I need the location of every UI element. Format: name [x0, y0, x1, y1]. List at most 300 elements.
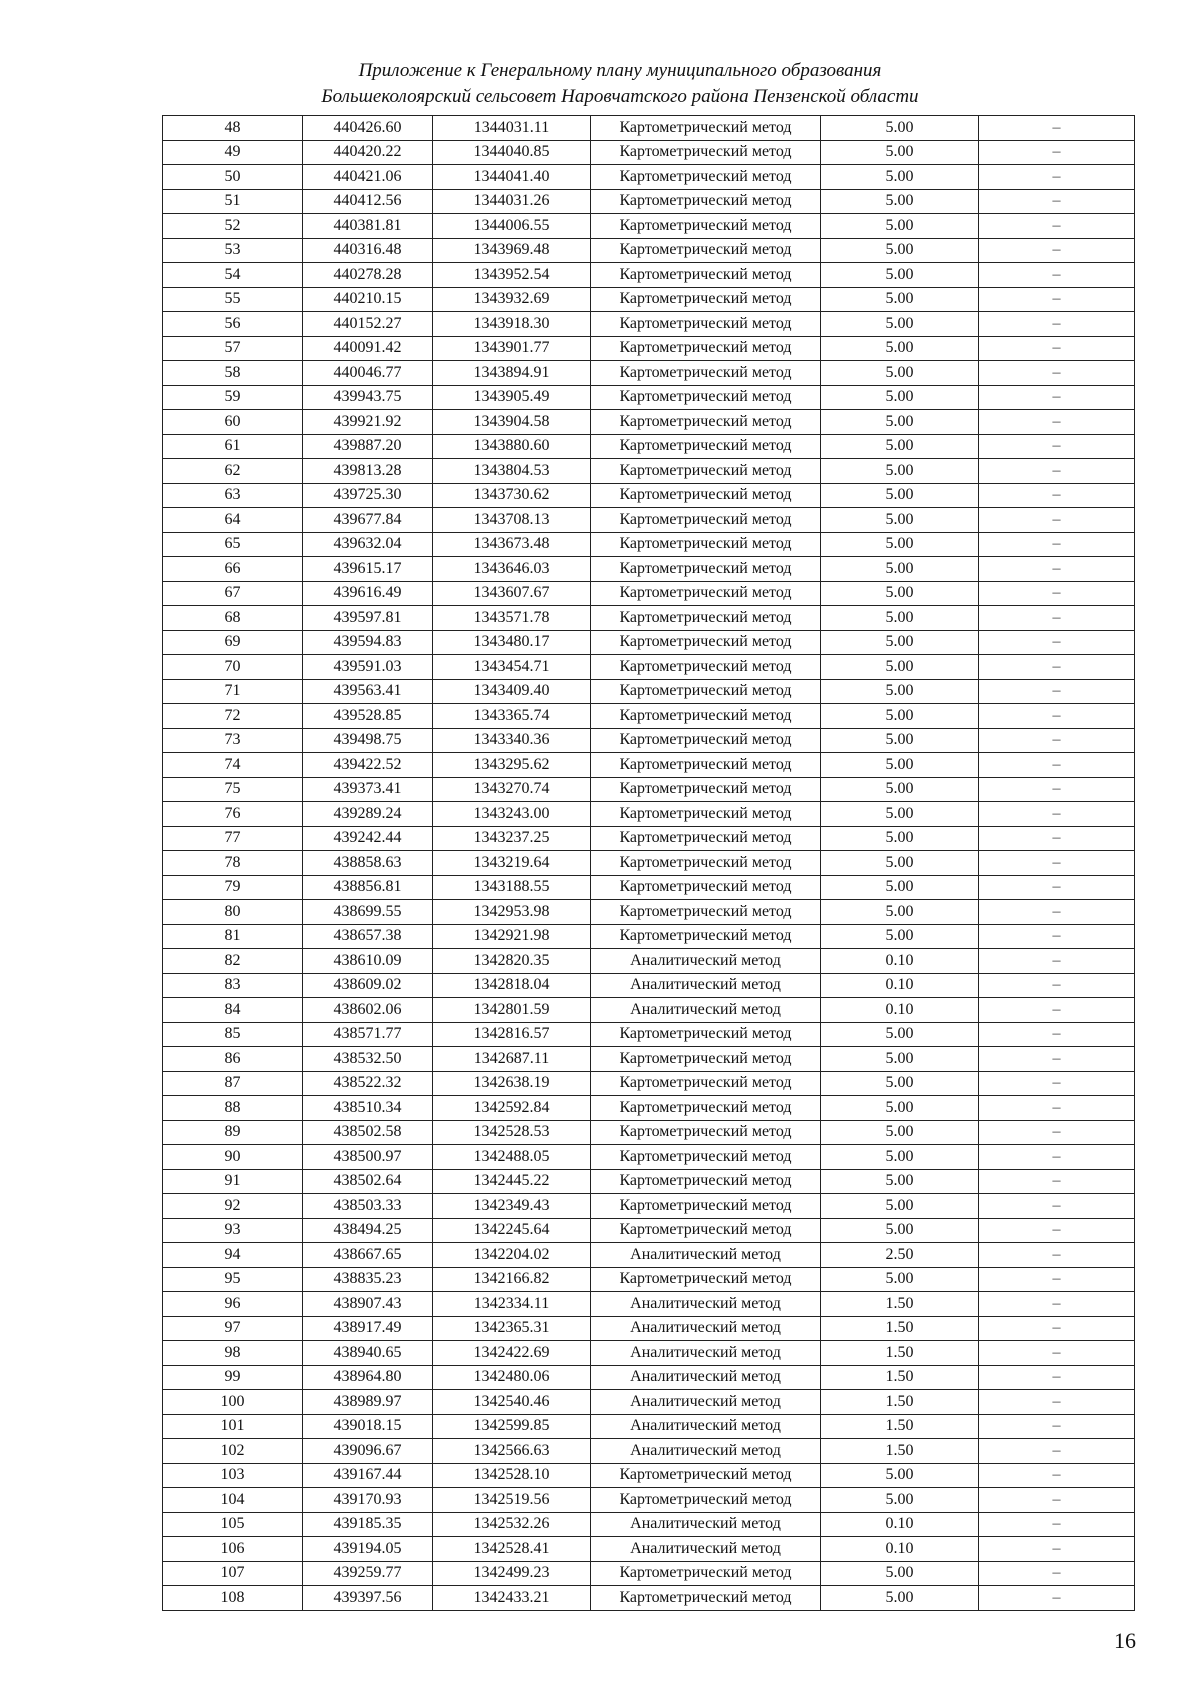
method-cell: Картометрический метод [591, 434, 821, 459]
note-cell: – [979, 1145, 1135, 1170]
y-coordinate-cell: 1343270.74 [433, 777, 591, 802]
note-cell: – [979, 361, 1135, 386]
x-coordinate-cell: 439170.93 [303, 1488, 433, 1513]
method-cell: Аналитический метод [591, 1243, 821, 1268]
accuracy-cell: 5.00 [821, 1047, 979, 1072]
point-number-cell: 88 [163, 1096, 303, 1121]
y-coordinate-cell: 1342818.04 [433, 973, 591, 998]
accuracy-cell: 1.50 [821, 1414, 979, 1439]
x-coordinate-cell: 438917.49 [303, 1316, 433, 1341]
table-row [163, 1463, 1135, 1488]
point-number-cell: 94 [163, 1243, 303, 1268]
x-coordinate-cell: 438502.64 [303, 1169, 433, 1194]
table-row [163, 1316, 1135, 1341]
y-coordinate-cell: 1343243.00 [433, 802, 591, 827]
note-cell: – [979, 1292, 1135, 1317]
method-cell: Аналитический метод [591, 1512, 821, 1537]
point-number-cell: 74 [163, 753, 303, 778]
note-cell: – [979, 263, 1135, 288]
accuracy-cell: 5.00 [821, 287, 979, 312]
accuracy-cell: 5.00 [821, 802, 979, 827]
note-cell: – [979, 1096, 1135, 1121]
point-number-cell: 96 [163, 1292, 303, 1317]
accuracy-cell: 5.00 [821, 238, 979, 263]
table-row [163, 410, 1135, 435]
point-number-cell: 78 [163, 851, 303, 876]
table-row [163, 826, 1135, 851]
x-coordinate-cell: 439096.67 [303, 1439, 433, 1464]
accuracy-cell: 5.00 [821, 900, 979, 925]
point-number-cell: 54 [163, 263, 303, 288]
document-header [0, 58, 1200, 110]
method-cell: Картометрический метод [591, 630, 821, 655]
note-cell: – [979, 777, 1135, 802]
method-cell: Картометрический метод [591, 1047, 821, 1072]
x-coordinate-cell: 438532.50 [303, 1047, 433, 1072]
method-cell: Аналитический метод [591, 1292, 821, 1317]
y-coordinate-cell: 1342528.41 [433, 1537, 591, 1562]
y-coordinate-cell: 1343409.40 [433, 679, 591, 704]
method-cell: Аналитический метод [591, 1414, 821, 1439]
coordinates-table [162, 115, 1135, 1611]
accuracy-cell: 5.00 [821, 557, 979, 582]
table-row [163, 1292, 1135, 1317]
table-row [163, 1586, 1135, 1611]
y-coordinate-cell: 1343646.03 [433, 557, 591, 582]
point-number-cell: 51 [163, 189, 303, 214]
method-cell: Картометрический метод [591, 459, 821, 484]
coordinates-table-body [163, 116, 1135, 1611]
x-coordinate-cell: 438667.65 [303, 1243, 433, 1268]
y-coordinate-cell: 1343188.55 [433, 875, 591, 900]
point-number-cell: 92 [163, 1194, 303, 1219]
note-cell: – [979, 630, 1135, 655]
table-row [163, 1145, 1135, 1170]
accuracy-cell: 5.00 [821, 1022, 979, 1047]
y-coordinate-cell: 1342532.26 [433, 1512, 591, 1537]
point-number-cell: 50 [163, 165, 303, 190]
accuracy-cell: 0.10 [821, 1537, 979, 1562]
table-row [163, 1439, 1135, 1464]
note-cell: – [979, 1586, 1135, 1611]
y-coordinate-cell: 1342801.59 [433, 998, 591, 1023]
table-row [163, 1390, 1135, 1415]
note-cell: – [979, 1316, 1135, 1341]
y-coordinate-cell: 1342349.43 [433, 1194, 591, 1219]
point-number-cell: 73 [163, 728, 303, 753]
method-cell: Картометрический метод [591, 924, 821, 949]
point-number-cell: 83 [163, 973, 303, 998]
x-coordinate-cell: 440316.48 [303, 238, 433, 263]
table-row [163, 287, 1135, 312]
y-coordinate-cell: 1342528.53 [433, 1120, 591, 1145]
x-coordinate-cell: 440210.15 [303, 287, 433, 312]
accuracy-cell: 5.00 [821, 1586, 979, 1611]
x-coordinate-cell: 438610.09 [303, 949, 433, 974]
y-coordinate-cell: 1342499.23 [433, 1561, 591, 1586]
note-cell: – [979, 581, 1135, 606]
x-coordinate-cell: 440278.28 [303, 263, 433, 288]
y-coordinate-cell: 1344031.11 [433, 116, 591, 141]
note-cell: – [979, 949, 1135, 974]
accuracy-cell: 5.00 [821, 753, 979, 778]
point-number-cell: 101 [163, 1414, 303, 1439]
method-cell: Картометрический метод [591, 1218, 821, 1243]
y-coordinate-cell: 1343730.62 [433, 483, 591, 508]
y-coordinate-cell: 1343901.77 [433, 336, 591, 361]
point-number-cell: 71 [163, 679, 303, 704]
accuracy-cell: 5.00 [821, 1267, 979, 1292]
x-coordinate-cell: 439591.03 [303, 655, 433, 680]
point-number-cell: 90 [163, 1145, 303, 1170]
table-row [163, 557, 1135, 582]
point-number-cell: 85 [163, 1022, 303, 1047]
x-coordinate-cell: 438964.80 [303, 1365, 433, 1390]
method-cell: Картометрический метод [591, 1096, 821, 1121]
accuracy-cell: 0.10 [821, 973, 979, 998]
x-coordinate-cell: 439632.04 [303, 532, 433, 557]
y-coordinate-cell: 1343894.91 [433, 361, 591, 386]
method-cell: Аналитический метод [591, 998, 821, 1023]
x-coordinate-cell: 439813.28 [303, 459, 433, 484]
accuracy-cell: 5.00 [821, 532, 979, 557]
method-cell: Картометрический метод [591, 1267, 821, 1292]
x-coordinate-cell: 438510.34 [303, 1096, 433, 1121]
x-coordinate-cell: 439373.41 [303, 777, 433, 802]
y-coordinate-cell: 1342166.82 [433, 1267, 591, 1292]
method-cell: Аналитический метод [591, 1439, 821, 1464]
note-cell: – [979, 1414, 1135, 1439]
method-cell: Картометрический метод [591, 704, 821, 729]
accuracy-cell: 0.10 [821, 998, 979, 1023]
y-coordinate-cell: 1342528.10 [433, 1463, 591, 1488]
y-coordinate-cell: 1344040.85 [433, 140, 591, 165]
x-coordinate-cell: 438835.23 [303, 1267, 433, 1292]
note-cell: – [979, 410, 1135, 435]
note-cell: – [979, 1194, 1135, 1219]
table-row [163, 1561, 1135, 1586]
x-coordinate-cell: 438699.55 [303, 900, 433, 925]
note-cell: – [979, 826, 1135, 851]
table-row [163, 214, 1135, 239]
note-cell: – [979, 214, 1135, 239]
point-number-cell: 99 [163, 1365, 303, 1390]
table-row [163, 1194, 1135, 1219]
table-row [163, 1047, 1135, 1072]
method-cell: Картометрический метод [591, 532, 821, 557]
point-number-cell: 53 [163, 238, 303, 263]
y-coordinate-cell: 1343365.74 [433, 704, 591, 729]
y-coordinate-cell: 1343237.25 [433, 826, 591, 851]
point-number-cell: 69 [163, 630, 303, 655]
method-cell: Картометрический метод [591, 1488, 821, 1513]
accuracy-cell: 5.00 [821, 1218, 979, 1243]
table-row [163, 753, 1135, 778]
method-cell: Картометрический метод [591, 336, 821, 361]
point-number-cell: 108 [163, 1586, 303, 1611]
point-number-cell: 76 [163, 802, 303, 827]
table-row [163, 655, 1135, 680]
point-number-cell: 66 [163, 557, 303, 582]
point-number-cell: 84 [163, 998, 303, 1023]
note-cell: – [979, 900, 1135, 925]
accuracy-cell: 5.00 [821, 336, 979, 361]
note-cell: – [979, 287, 1135, 312]
table-row [163, 1341, 1135, 1366]
x-coordinate-cell: 440152.27 [303, 312, 433, 337]
accuracy-cell: 5.00 [821, 679, 979, 704]
point-number-cell: 65 [163, 532, 303, 557]
x-coordinate-cell: 439615.17 [303, 557, 433, 582]
y-coordinate-cell: 1342599.85 [433, 1414, 591, 1439]
method-cell: Картометрический метод [591, 410, 821, 435]
note-cell: – [979, 483, 1135, 508]
note-cell: – [979, 655, 1135, 680]
y-coordinate-cell: 1342820.35 [433, 949, 591, 974]
method-cell: Аналитический метод [591, 1537, 821, 1562]
y-coordinate-cell: 1343219.64 [433, 851, 591, 876]
table-row [163, 1169, 1135, 1194]
x-coordinate-cell: 438503.33 [303, 1194, 433, 1219]
accuracy-cell: 5.00 [821, 483, 979, 508]
table-row [163, 1488, 1135, 1513]
note-cell: – [979, 1488, 1135, 1513]
x-coordinate-cell: 439528.85 [303, 704, 433, 729]
point-number-cell: 95 [163, 1267, 303, 1292]
accuracy-cell: 5.00 [821, 1120, 979, 1145]
method-cell: Аналитический метод [591, 1341, 821, 1366]
x-coordinate-cell: 439289.24 [303, 802, 433, 827]
note-cell: – [979, 116, 1135, 141]
y-coordinate-cell: 1342445.22 [433, 1169, 591, 1194]
table-row [163, 532, 1135, 557]
note-cell: – [979, 385, 1135, 410]
table-row [163, 777, 1135, 802]
accuracy-cell: 5.00 [821, 410, 979, 435]
y-coordinate-cell: 1343804.53 [433, 459, 591, 484]
y-coordinate-cell: 1342687.11 [433, 1047, 591, 1072]
y-coordinate-cell: 1342365.31 [433, 1316, 591, 1341]
y-coordinate-cell: 1342334.11 [433, 1292, 591, 1317]
x-coordinate-cell: 440421.06 [303, 165, 433, 190]
x-coordinate-cell: 438609.02 [303, 973, 433, 998]
table-row [163, 581, 1135, 606]
accuracy-cell: 5.00 [821, 728, 979, 753]
accuracy-cell: 5.00 [821, 385, 979, 410]
note-cell: – [979, 679, 1135, 704]
accuracy-cell: 5.00 [821, 1169, 979, 1194]
accuracy-cell: 5.00 [821, 581, 979, 606]
accuracy-cell: 5.00 [821, 851, 979, 876]
y-coordinate-cell: 1343904.58 [433, 410, 591, 435]
accuracy-cell: 1.50 [821, 1390, 979, 1415]
accuracy-cell: 5.00 [821, 1194, 979, 1219]
note-cell: – [979, 973, 1135, 998]
note-cell: – [979, 238, 1135, 263]
x-coordinate-cell: 440381.81 [303, 214, 433, 239]
point-number-cell: 106 [163, 1537, 303, 1562]
header-line-1: Приложение к Генеральному плану муниципального образования [358, 60, 882, 81]
table-row [163, 1512, 1135, 1537]
note-cell: – [979, 1169, 1135, 1194]
table-row [163, 704, 1135, 729]
x-coordinate-cell: 439018.15 [303, 1414, 433, 1439]
point-number-cell: 102 [163, 1439, 303, 1464]
y-coordinate-cell: 1344041.40 [433, 165, 591, 190]
method-cell: Аналитический метод [591, 1316, 821, 1341]
x-coordinate-cell: 440412.56 [303, 189, 433, 214]
method-cell: Картометрический метод [591, 140, 821, 165]
y-coordinate-cell: 1342921.98 [433, 924, 591, 949]
method-cell: Картометрический метод [591, 1463, 821, 1488]
y-coordinate-cell: 1343454.71 [433, 655, 591, 680]
y-coordinate-cell: 1344031.26 [433, 189, 591, 214]
y-coordinate-cell: 1343673.48 [433, 532, 591, 557]
y-coordinate-cell: 1343969.48 [433, 238, 591, 263]
note-cell: – [979, 1022, 1135, 1047]
y-coordinate-cell: 1342519.56 [433, 1488, 591, 1513]
method-cell: Картометрический метод [591, 287, 821, 312]
point-number-cell: 79 [163, 875, 303, 900]
x-coordinate-cell: 439185.35 [303, 1512, 433, 1537]
accuracy-cell: 2.50 [821, 1243, 979, 1268]
note-cell: – [979, 875, 1135, 900]
note-cell: – [979, 189, 1135, 214]
x-coordinate-cell: 438571.77 [303, 1022, 433, 1047]
accuracy-cell: 1.50 [821, 1316, 979, 1341]
y-coordinate-cell: 1342422.69 [433, 1341, 591, 1366]
x-coordinate-cell: 439194.05 [303, 1537, 433, 1562]
note-cell: – [979, 1439, 1135, 1464]
accuracy-cell: 0.10 [821, 1512, 979, 1537]
point-number-cell: 70 [163, 655, 303, 680]
point-number-cell: 55 [163, 287, 303, 312]
method-cell: Аналитический метод [591, 949, 821, 974]
method-cell: Картометрический метод [591, 1586, 821, 1611]
table-row [163, 483, 1135, 508]
note-cell: – [979, 312, 1135, 337]
point-number-cell: 103 [163, 1463, 303, 1488]
x-coordinate-cell: 439616.49 [303, 581, 433, 606]
note-cell: – [979, 1267, 1135, 1292]
accuracy-cell: 5.00 [821, 704, 979, 729]
y-coordinate-cell: 1343708.13 [433, 508, 591, 533]
y-coordinate-cell: 1342245.64 [433, 1218, 591, 1243]
note-cell: – [979, 802, 1135, 827]
point-number-cell: 100 [163, 1390, 303, 1415]
method-cell: Картометрический метод [591, 679, 821, 704]
note-cell: – [979, 557, 1135, 582]
x-coordinate-cell: 438940.65 [303, 1341, 433, 1366]
accuracy-cell: 5.00 [821, 655, 979, 680]
x-coordinate-cell: 438522.32 [303, 1071, 433, 1096]
table-row [163, 900, 1135, 925]
note-cell: – [979, 140, 1135, 165]
accuracy-cell: 5.00 [821, 606, 979, 631]
table-row [163, 606, 1135, 631]
x-coordinate-cell: 440046.77 [303, 361, 433, 386]
method-cell: Картометрический метод [591, 508, 821, 533]
note-cell: – [979, 459, 1135, 484]
x-coordinate-cell: 440426.60 [303, 116, 433, 141]
accuracy-cell: 5.00 [821, 1071, 979, 1096]
method-cell: Картометрический метод [591, 214, 821, 239]
accuracy-cell: 1.50 [821, 1341, 979, 1366]
method-cell: Картометрический метод [591, 557, 821, 582]
x-coordinate-cell: 439597.81 [303, 606, 433, 631]
point-number-cell: 67 [163, 581, 303, 606]
y-coordinate-cell: 1342433.21 [433, 1586, 591, 1611]
table-row [163, 116, 1135, 141]
table-row [163, 973, 1135, 998]
method-cell: Картометрический метод [591, 606, 821, 631]
method-cell: Картометрический метод [591, 851, 821, 876]
method-cell: Картометрический метод [591, 238, 821, 263]
method-cell: Картометрический метод [591, 165, 821, 190]
point-number-cell: 77 [163, 826, 303, 851]
x-coordinate-cell: 439921.92 [303, 410, 433, 435]
accuracy-cell: 5.00 [821, 434, 979, 459]
x-coordinate-cell: 439725.30 [303, 483, 433, 508]
point-number-cell: 86 [163, 1047, 303, 1072]
note-cell: – [979, 434, 1135, 459]
table-row [163, 263, 1135, 288]
accuracy-cell: 5.00 [821, 361, 979, 386]
note-cell: – [979, 728, 1135, 753]
y-coordinate-cell: 1342540.46 [433, 1390, 591, 1415]
method-cell: Картометрический метод [591, 263, 821, 288]
note-cell: – [979, 1047, 1135, 1072]
method-cell: Аналитический метод [591, 1365, 821, 1390]
accuracy-cell: 0.10 [821, 949, 979, 974]
accuracy-cell: 5.00 [821, 459, 979, 484]
table-row [163, 802, 1135, 827]
accuracy-cell: 1.50 [821, 1439, 979, 1464]
point-number-cell: 72 [163, 704, 303, 729]
accuracy-cell: 5.00 [821, 140, 979, 165]
point-number-cell: 60 [163, 410, 303, 435]
y-coordinate-cell: 1342566.63 [433, 1439, 591, 1464]
method-cell: Картометрический метод [591, 802, 821, 827]
table-row [163, 875, 1135, 900]
point-number-cell: 52 [163, 214, 303, 239]
table-row [163, 238, 1135, 263]
table-row [163, 1365, 1135, 1390]
x-coordinate-cell: 438502.58 [303, 1120, 433, 1145]
note-cell: – [979, 508, 1135, 533]
x-coordinate-cell: 439422.52 [303, 753, 433, 778]
method-cell: Картометрический метод [591, 875, 821, 900]
x-coordinate-cell: 439498.75 [303, 728, 433, 753]
note-cell: – [979, 1071, 1135, 1096]
method-cell: Картометрический метод [591, 385, 821, 410]
x-coordinate-cell: 438856.81 [303, 875, 433, 900]
accuracy-cell: 1.50 [821, 1365, 979, 1390]
table-row [163, 336, 1135, 361]
table-row [163, 1537, 1135, 1562]
point-number-cell: 97 [163, 1316, 303, 1341]
note-cell: – [979, 1341, 1135, 1366]
x-coordinate-cell: 438657.38 [303, 924, 433, 949]
table-row [163, 1071, 1135, 1096]
y-coordinate-cell: 1342592.84 [433, 1096, 591, 1121]
y-coordinate-cell: 1343340.36 [433, 728, 591, 753]
x-coordinate-cell: 439259.77 [303, 1561, 433, 1586]
table-row [163, 1218, 1135, 1243]
point-number-cell: 48 [163, 116, 303, 141]
method-cell: Картометрический метод [591, 1561, 821, 1586]
point-number-cell: 104 [163, 1488, 303, 1513]
